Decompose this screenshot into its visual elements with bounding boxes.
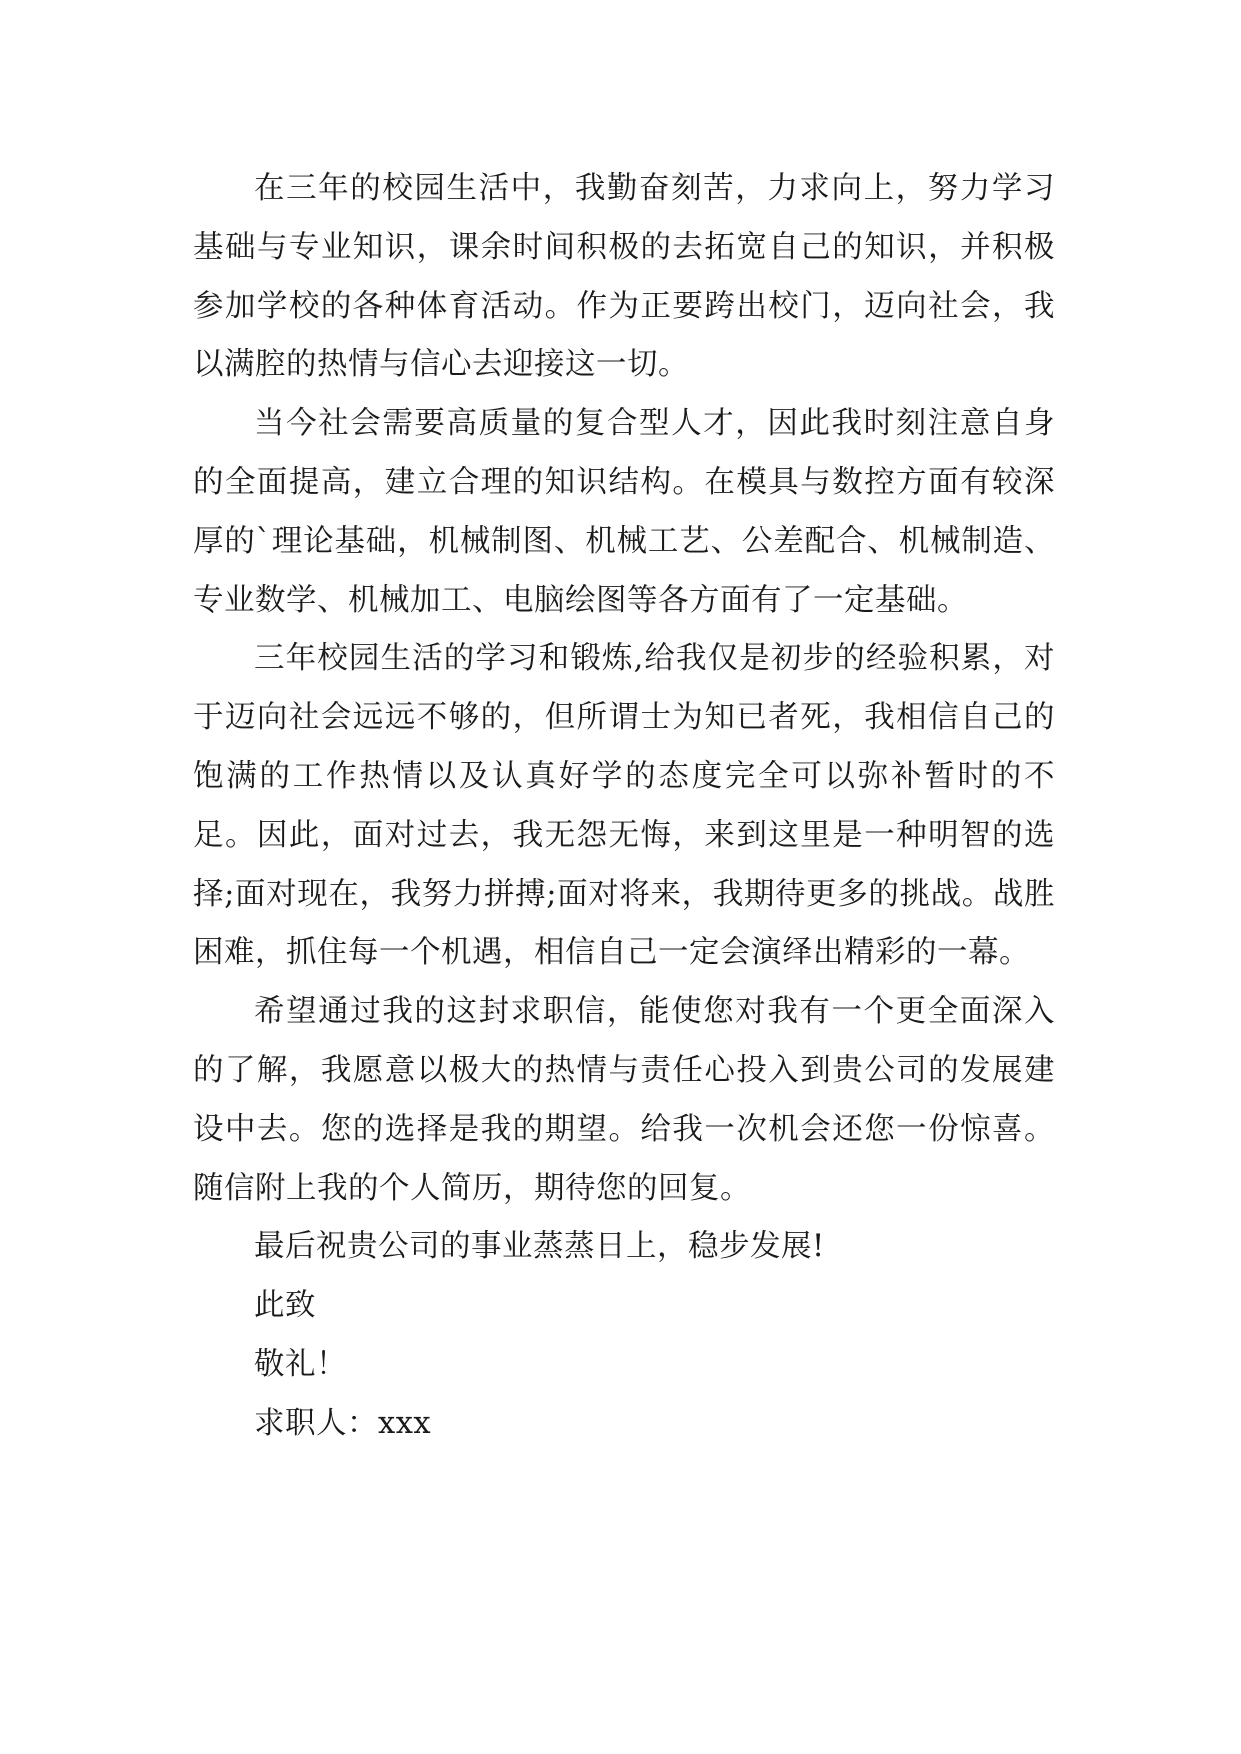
salutation-line-2: 敬礼！ (254, 1346, 347, 1382)
paragraph-hope: 希望通过我的这封求职信，能使您对我有一个更全面深入的了解，我愿意以极大的热情与责任心投入到贵公司的发展建设中去。您的选择是我的期望。给我一次机会还您一份惊喜。随信附上我的个人简历，期待您的回复。 (193, 994, 1055, 1206)
closing-wishes: 最后祝贵公司的事业蒸蒸日上，稳步发展! (254, 1229, 825, 1265)
paragraph-campus-life: 在三年的校园生活中，我勤奋刻苦，力求向上，努力学习基础与专业知识，课余时间积极的去拓宽自己的知识，并积极参加学校的各种体育活动。作为正要跨出校门，迈向社会，我以满腔的热情与信心去迎接这一切。 (193, 171, 1055, 383)
letter-body (193, 160, 1055, 1454)
signature: 求职人：xxx (254, 1405, 432, 1441)
paragraph-experience: 三年校园生活的学习和锻炼,给我仅是初步的经验积累，对于迈向社会远远不够的，但所谓士为知已者死，我相信自己的饱满的工作热情以及认真好学的态度完全可以弥补暂时的不足。因此，面对过去，我无怨无悔，来到这里是一种明智的选择;面对现在，我努力拼搏;面对将来，我期待更多的挑战。战胜困难，抓住每一个机遇，相信自己一定会演绎出精彩的一幕。 (193, 641, 1055, 971)
salutation-line-1: 此致 (254, 1288, 316, 1324)
paragraph-skills: 当今社会需要高质量的复合型人才，因此我时刻注意自身的全面提高，建立合理的知识结构。在模具与数控方面有较深厚的`理论基础，机械制图、机械工艺、公差配合、机械制造、专业数学、机械加工、电脑绘图等各方面有了一定基础。 (193, 406, 1055, 618)
